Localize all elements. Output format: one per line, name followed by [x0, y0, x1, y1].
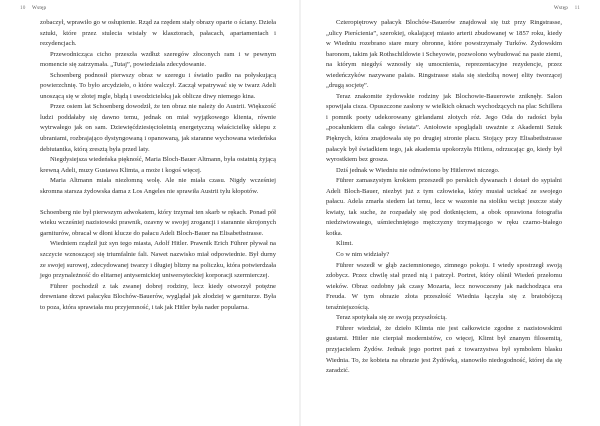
paragraph: zobaczył, wprawiło go w osłupienie. Rząd za rzędem stały obrazy oparte o ściany. Dzieła sztuki, które przez stulecia wisiały w klasztorach, pałacach, apartamentach i rezydencjach. [40, 19, 276, 48]
paragraph: Czteropiętrowy pałacyk Blochów-Bauerów znajdował się tuż przy Ringstrasse, „ulicy Pierścienia”, szerokiej, okalającej miasto arterii zbudowanej w 1857 roku, kiedy w Wiedniu rozebrano stare mury obronne, które powstrzymały Turków. Żydowskim baronom, takim jak Rothschildowie i Scheyowie, pozwolono wybudować na pasie ziemi, na którym niegdyś wznosiły się umocnienia, reprezentacyjne rezydencje, przez wiedeńczyków nazywane palais. Ringstrasse stała się siedzibą nowej elity tworzącej „drugą socjetę”. [326, 19, 562, 90]
paragraph: Führer zamaszystym krokiem przeszedł po perskich dywanach i dotarł do sypialni Adeli Bloch-Bauer, niezbyt już z tym człowieka, który musiał uciekać ze swojego pałacu. Adela zmarła siedem lat temu, lecz w wazonie na stoliku wciąż jeszcze stały kwiaty, tak suche, że rozpadały się pod dotknięciem, a obok oprawiona fotografia niedziwiowatego, uśmiechniętego mężczyzny trzymającego w ręku czarno-białego kotka. [326, 177, 562, 237]
left-page-number: 10 [20, 5, 26, 11]
paragraph: Co w nim widziały? [336, 251, 390, 259]
paragraph: Führer wszedł w głąb zaciemnionego, zimnego pokoju. I wtedy spostrzegł swoją zdobycz. Przez chwilę stał przed nią i patrzył. Portret, który olśnił Wiedeń przełomu wieków. Obraz ozdobny jak czasy Mozarta, lecz nowoczesny jak nadchodząca era Freuda. W tym obrazie złota przeszłość Wiednia łączyła się z bratobójczą teraźniejszością. [326, 261, 562, 311]
left-running-title: Wstęp [32, 5, 47, 11]
paragraph: Przewodnicząca cicho przeszła wzdłuż szeregów złoconych ram i w pewnym momencie się zatrzymała. „Tutaj”, powiedziała zdecydowanie. [40, 50, 276, 69]
paragraph: Teraz spotykała się ze swoją przyszłością. [336, 314, 447, 322]
paragraph: Führer pochodził z tak zwanej dobrej rodziny, lecz kiedy otworzył potężne drewniane drzwi pałacyku Blochów-Bauerów, wyglądał jak złodziej w garniturze. Była to poza, która sprawiała mu przyjemność, i tak jak Hitler była nader popularna. [40, 282, 276, 311]
paragraph: Maria Altmann miała niezłomną wolę. Ale nie miała czasu. Nigdy wcześniej skromna starsza żydowska dama z Los Angeles nie sprawiła Austrii tylu kłopotów. [40, 177, 276, 195]
paragraph: Führer wiedział, że dzieło Klimta nie jest całkowicie zgodne z nazistowskimi gustami. Hitler nie cierpiał modernistów, co więcej, Klimt był znanym filosemitą, przyjacielem Żydów. Jednak jego portret pań z towarzystwa był symbolem blasku Wiednia. To, że kobieta na obrazie jest Żydówką, stanowiło niedogodność, której da się zaradzić. [326, 324, 562, 375]
left-page-body [40, 18, 276, 313]
paragraph: Dziś jednak w Wiedniu nie odmówiono by Hitlerowi niczego. [336, 166, 500, 174]
paragraph: Niegdysiejsza wiedeńska piękność, Maria Bloch-Bauer Altmann, była ostatnią żyjącą krewną Adeli, muzy Gustawa Klimta, a może i kogoś więcej. [40, 156, 276, 174]
right-page-body [326, 18, 562, 377]
right-running-title: Wstęp [553, 5, 569, 11]
right-running-head [554, 5, 580, 11]
paragraph: Teraz znakomite żydowskie rodziny jak Blochowie-Bauerowie zniknęły. Salon spowijała cisza. Opuszczone zasłony w wielkich oknach wychodzących na plac Schillera i pomnik poety udekorowany girlandami złotych róż. Jego Oda do radości była „pocałunkiem dla całego świata”. Aniołowie spoglądali uważnie z Akademii Sztuk Pięknych, która znajdowała się po drugiej stronie placu. Stojący przy Elisabethstrasse pałacyk był świadkiem tego, jak akademia upokorzyła Hitlera, odrzucając go, kiedy był wyrostkiem bez grosza. [326, 92, 562, 164]
paragraph: Schoenberg nie był pierwszym adwokatem, który trzymał ten skarb w rękach. Ponad pół wieku wcześniej nazistowski prawnik, ozavny w swojej zrogancji i starannie skrojonych garniturów, obracał w dłoni klucze do pałacu Adeli Bloch-Bauer na Elisabethstrasse. [40, 208, 276, 237]
paragraph: Wiedniem rządził już syn tego miasta, Adolf Hitler. Prawnik Erich Führer pływał na szczycie wznoszącej się triumfalnie fali. Nawet nazwisko miał odpowiednie. Był durny ze swojej surowej, zdecydowanej twarzy i długiej blizny na policzku, która potwierdzała jego przynależność do elitarnej antysemickiej uniwersyteckiej korporacji szermierczej. [40, 240, 276, 280]
paragraph: Przez osiem lat Schoenberg dowodził, że ten obraz nie należy do Austrii. Większość ludzi poddałaby się dawno temu, jednak on miał wyjątkowego klienta, równie wytrwałego jak on sam. Dziewięćdziesięcioletnią energetyczną właścicielkę sklepu z ubraniami, rozbrajająco dystyngowaną i opanowaną, jak staranne wychowana wiedeńska debiutantka, którą zresztą była przed laty. [40, 103, 276, 153]
left-running-head [20, 5, 46, 11]
paragraph: Schoenberg podnosił pierwszy obraz w szeregu i światło padło na połyskującą powierzchnię. To było arcydzieło, o które walczył. Zaczął wpatrywać się w twarz Adeli unoszącą się w złotej mgle, błądą i uwodzicielską jak oblicze diwy niemego kina. [40, 71, 276, 100]
right-page-number: 11 [574, 5, 580, 11]
right-page [300, 0, 600, 426]
paragraph: Klimt. [336, 240, 354, 248]
